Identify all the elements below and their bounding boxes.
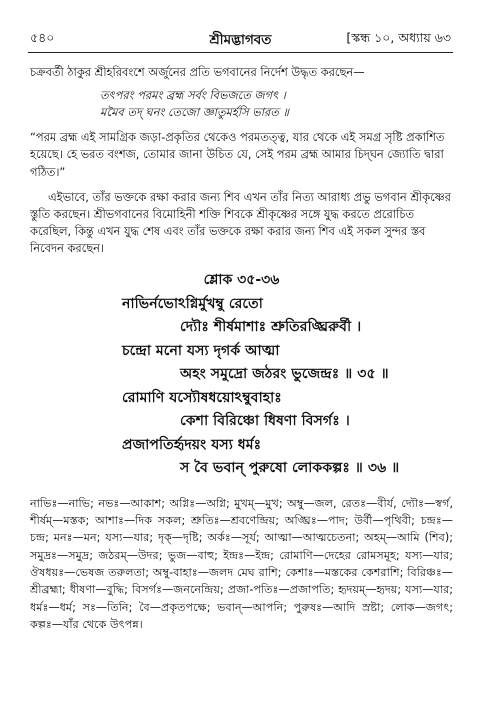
shloka-title: শ্লোক ৩৫-৩৬ xyxy=(203,271,280,288)
quoted-verse-line-2: মমৈব তদ্ ঘনং তেজো জ্ঞাতুমর্হসি ভারত ॥ xyxy=(100,105,289,120)
verse-line: চন্দ্রো মনো যস্য দৃগর্ক আত্মা xyxy=(122,342,280,359)
book-title: শ্রীমদ্ভাগবত xyxy=(209,32,272,48)
word-synonyms: নাভিঃ—নাভি; নভঃ—আকাশ; অগ্নিঃ—অগ্নি; মুখম্—মুখ; অম্বু—জল, রেতঃ—বীর্য, দ্যৌঃ—স্বর্গ, শীর্ষম্—মস্তক; আশাঃ—দিক সকল; শ্রুতিঃ—শ্রবণেন্দ্রিয়; অঙ্ঘ্রিঃ—পাদ; উর্বী—পৃথিবী; চন্দ্রঃ—চন্দ্র; মনঃ—মন; যস্য—যার; দৃক্—দৃষ্টি; অর্কঃ—সূর্য; আত্মা—আত্মচেতনা; অহম্—আমি (শিব); সমুদ্রঃ—সমুদ্র; জঠরম্—উদর; ভুজ—বাহু; ইন্দ্রঃ—ইন্দ্র; রোমাণি—দেহের রোমসমূহ; যস্য—যার; ঔষধয়ঃ—ভেষজ তরুলতা; অম্বু-বাহাঃ—জলদ মেঘ রাশি; কেশাঃ—মস্তকের কেশরাশি; বিরিঞ্চঃ—শ্রীব্রহ্মা; ধীষণা—বুদ্ধি; বিসর্গঃ—জননেন্দ্রিয়; প্রজা-পতিঃ—প্রজাপতি; হৃদয়ম্—হৃদয়; যস্য—যার; ধর্মঃ—ধর্ম; সঃ—তিনি; বৈ—প্রকৃতপক্ষে; ভবান্—আপনি; পুরুষঃ—আদি স্রষ্টা; লোক—জগৎ; কল্পঃ—যাঁর থেকে উৎপন্ন। xyxy=(30,496,453,631)
verse-line: নাভির্নভোঽগ্নির্মুখম্বু রেতো xyxy=(122,295,263,312)
page-body xyxy=(30,64,453,633)
verse-line: স বৈ ভবান্ পুরুষো লোককল্পঃ ॥ ৩৬ ॥ xyxy=(180,460,400,477)
verse-line: অহং সমুদ্রো জঠরং ভুজেন্দ্রঃ ॥ ৩৫ ॥ xyxy=(180,366,389,383)
page-number: ৫৪০ xyxy=(30,30,55,45)
quoted-verse-line-1: তৎপরং পরমং ব্রহ্ম সর্বং বিভজতে জগৎ । xyxy=(100,88,286,103)
verse-line: রোমাণি যস্যৌষধয়োঽম্বুবাহাঃ xyxy=(122,389,282,406)
intro-line: চক্রবর্তী ঠাকুর শ্রীহরিবংশে অর্জুনের প্রতি ভগবানের নির্দেশ উদ্ধৃত করছেন— xyxy=(30,65,365,79)
shloka-verse xyxy=(30,293,453,481)
quoted-verse xyxy=(100,87,453,121)
verse-line: দ্যৌঃ শীর্ষমাশাঃ শ্রুতিরঙ্ঘ্রিরুর্বী । xyxy=(180,319,362,336)
verse-translation-quote: “পরম ব্রহ্ম এই সামগ্রিক জড়া-প্রকৃতির থেকেও পরমতত্ত্ব, যার থেকে এই সমগ্র সৃষ্টি প্রকাশিত হয়েছে। হে ভরত বংশজ, তোমার জানা উচিত যে, সেই পরম ব্রহ্ম আমার চিদ্‌ঘন জ্যোতি দ্বারা গঠিত।” xyxy=(30,130,445,179)
verse-line: প্রজাপতির্হৃদয়ং যস্য ধর্মঃ xyxy=(122,436,262,453)
verse-line: কেশা বিরিঞ্চো ধিষণা বিসর্গঃ । xyxy=(180,413,350,430)
chapter-reference: [স্কন্ধ ১০, অধ্যায় ৬৩ xyxy=(346,30,451,45)
page-header xyxy=(28,28,453,53)
purport-paragraph: এইভাবে, তাঁর ভক্তকে রক্ষা করার জন্য শিব এখন তাঁর নিত্য আরাধ্য প্রভু ভগবান শ্রীকৃষ্ণের স্তুতি করছেন। শ্রীভগবানের বিমোহিনী শক্তি শিবকে শ্রীকৃষ্ণের সঙ্গে যুদ্ধ করতে প্ররোচিত করেছিল, কিন্তু এখন যুদ্ধ শেষ এবং তাঁর ভক্তকে রক্ষা করার জন্য শিব এই সকল সুন্দর স্তব নিবেদন করছেন। xyxy=(30,189,451,256)
